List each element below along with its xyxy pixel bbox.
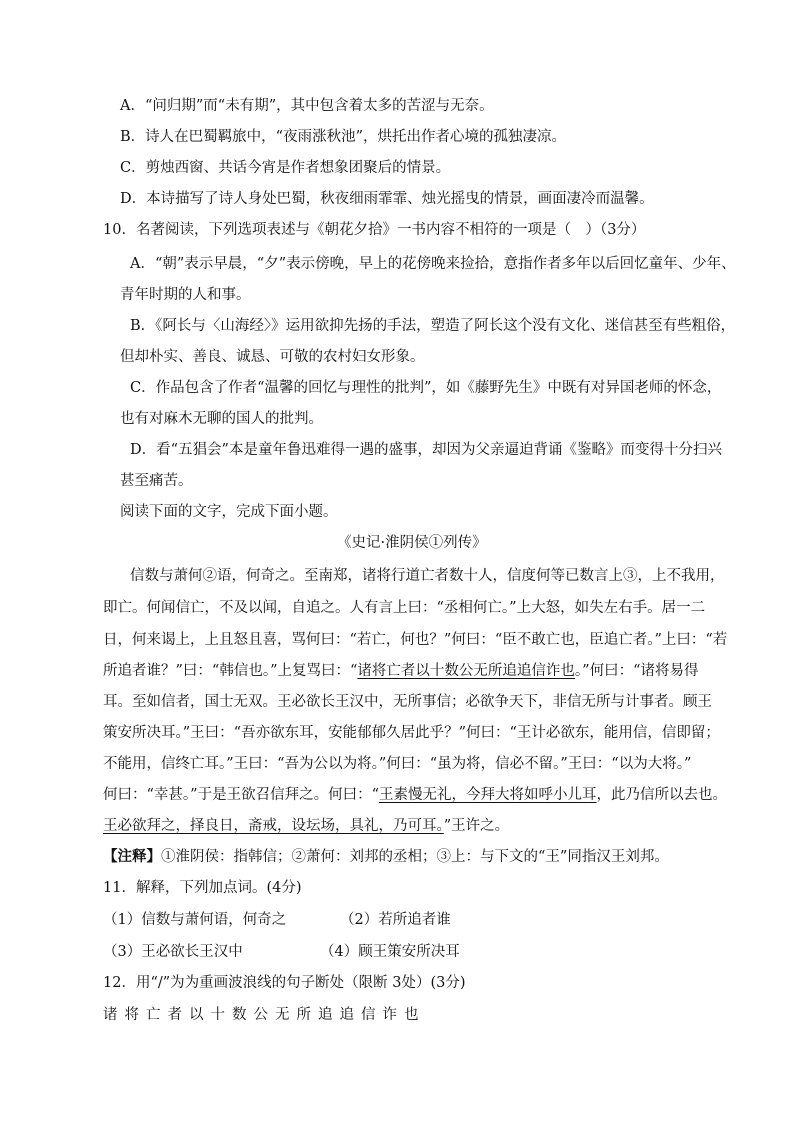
q10-option-b-line2: 但却朴实、善良、诚恳、可敬的农村妇女形象。 (120, 349, 425, 365)
q11-item-3: （3）王必欲长王汉中 (103, 944, 243, 960)
q11-item-2: （2）若所追者谁 (340, 912, 451, 928)
passage-line: 策安所决耳。”王曰：“吾亦欲东耳，安能郁郁久居此乎？”何曰：“王计必欲东，能用信，信即留； (103, 725, 720, 741)
passage-text: 所追者谁？”曰：“韩信也。”上复骂曰：“ (103, 663, 358, 679)
q11-item-1: （1）信数与萧何语，何奇之 (103, 912, 287, 928)
passage-line: 即亡。何闻信亡，不及以闻，自追之。人有言上曰：“丞相何亡。”上大怒，如失左右手。居一二 (103, 600, 706, 616)
q10-option-d-line2: 甚至痛苦。 (120, 473, 193, 489)
annotation (103, 847, 669, 867)
q12-stem: 12．用“/”为为重画波浪线的句子断处（限断 3处）(3分) (103, 975, 466, 991)
annotation-text: ①淮阴侯：指韩信；②萧何：刘邦的丞相；③上：与下文的“王”同指汉王刘邦。 (161, 849, 669, 865)
q10-option-c-line1: C．作品包含了作者“温馨的回忆与理性的批判”，如《藤野先生》中既有对异国老师的怀念， (130, 380, 722, 396)
passage-text: ”王许之。 (443, 818, 510, 834)
passage-title: 《史记·淮阴侯①列传》 (337, 535, 487, 551)
passage-line: 信数与萧何②语，何奇之。至南郑，诸将行道亡者数十人，信度何等已数言上③，上不我用， (130, 568, 725, 584)
q10-option-a-line2: 青年时期的人和事。 (120, 287, 251, 303)
q11-item-4: （4）顾王策安所决耳 (320, 944, 460, 960)
passage-text: 。”何曰：“诸将易得 (574, 663, 699, 679)
q10-option-d-line1: D．看“五猖会”本是童年鲁迅难得一遇的盛事，却因为父亲逼迫背诵《鉴略》而变得十分扫兴 (130, 442, 722, 458)
passage-line: 不能用，信终亡耳。”王曰：“吾为公以为将。”何曰：“虽为将，信必不留。”王曰：“以为大将。” (103, 756, 692, 772)
q9-option-c: C．剪烛西窗、共话今宵是作者想象团聚后的情景。 (120, 160, 451, 176)
q12-sentence: 诸将亡者以十数公无所追追信诈也 (103, 1007, 426, 1023)
q10-option-b-line1: B．《阿长与〈山海经〉》运用欲抑先扬的手法，塑造了阿长这个没有文化、迷信甚至有些粗俗， (130, 318, 736, 334)
q9-option-a: A．“问归期”而“未有期”，其中包含着太多的苦涩与无奈。 (120, 98, 494, 114)
q10-option-c-line2: 也有对麻木无聊的国人的批判。 (120, 411, 323, 427)
q9-option-d: D．本诗描写了诗人身处巴蜀，秋夜细雨霏霏、烛光摇曳的情景，画面凄冷而温馨。 (120, 191, 654, 207)
underlined-sentence: 王必欲拜之，择良日，斋戒，设坛场，具礼，乃可耳。 (103, 818, 444, 834)
underlined-sentence: 王素慢无礼，今拜大将如呼小儿耳 (379, 787, 597, 803)
passage-line: 日，何来谒上，上且怒且喜，骂何曰：“若亡，何也？”何曰：“臣不敢亡也，臣追亡者。”上曰：“若 (103, 632, 728, 648)
passage-text: ，此乃信所以去也。 (596, 787, 727, 803)
q10-stem: 10．名著阅读，下列选项表述与《朝花夕拾》一书内容不相符的一项是（ ）（3分） (103, 222, 646, 238)
q9-option-b: B．诗人在巴蜀羁旅中，“夜雨涨秋池”，烘托出作者心境的孤独凄凉。 (120, 129, 566, 145)
passage-text: 何曰：“幸甚。”于是王欲召信拜之。何曰：“ (103, 787, 379, 803)
passage-line: 耳。至如信者，国士无双。王必欲长王汉中，无所事信；必欲争天下，非信无所与计事者。顾王 (103, 694, 712, 710)
passage-line (103, 661, 698, 681)
wavy-underlined-sentence: 诸将亡者以十数公无所追追信诈也 (357, 663, 575, 679)
q11-stem: 11．解释，下列加点词。(4分) (103, 880, 302, 896)
passage-line (103, 816, 509, 836)
reading-instruction: 阅读下面的文字，完成下面小题。 (120, 504, 338, 520)
passage-line (103, 785, 727, 805)
q10-option-a-line1: A．“朝”表示早晨，“夕”表示傍晚，早上的花傍晚来捡拾，意指作者多年以后回忆童年、少年、 (130, 256, 736, 272)
annotation-label: 【注释】 (103, 849, 161, 865)
